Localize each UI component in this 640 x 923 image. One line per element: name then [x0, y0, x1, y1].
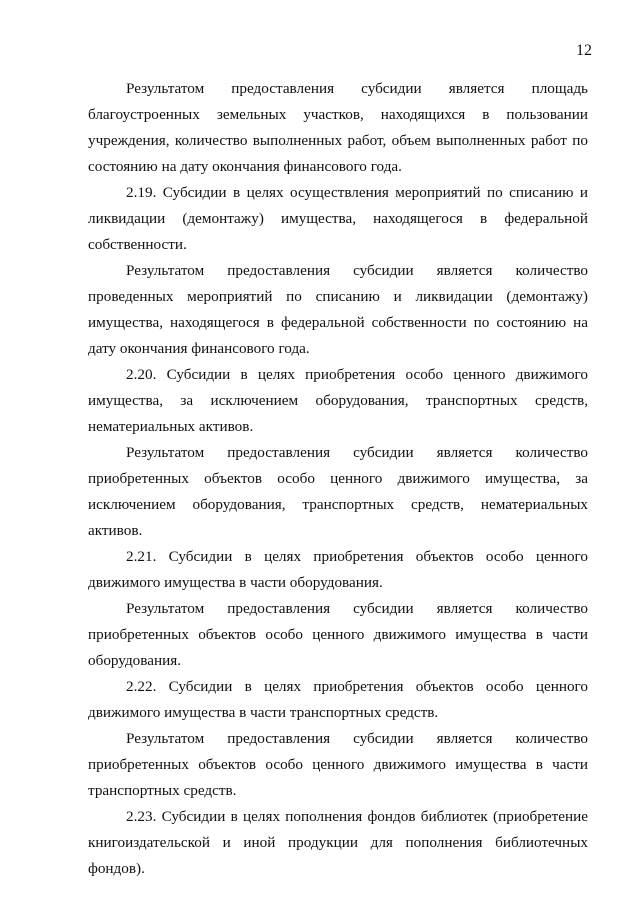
paragraph-2-20: 2.20. Субсидии в целях приобретения особо ценного движимого имущества, за исключением оборудования, транспортных средств, нематериальных активов. — [88, 366, 588, 435]
page-number: 12 — [576, 42, 592, 59]
paragraph-result-2-20: Результатом предоставления субсидии является количество приобретенных объектов особо ценного движимого имущества, за исключением оборудования, транспортных средств, нематериальных активов. — [88, 444, 588, 539]
paragraph-2-23: 2.23. Субсидии в целях пополнения фондов библиотек (приобретение книгоиздательской и иной продукции для пополнения библиотечных фондов). — [88, 808, 588, 877]
paragraph-2-21: 2.21. Субсидии в целях приобретения объектов особо ценного движимого имущества в части оборудования. — [88, 548, 588, 591]
paragraph-result-land: Результатом предоставления субсидии является площадь благоустроенных земельных участков, находящихся в пользовании учреждения, количество выполненных работ, объем выполненных работ по состоянию на дату окончания финансового года. — [88, 80, 588, 175]
paragraph-2-22: 2.22. Субсидии в целях приобретения объектов особо ценного движимого имущества в части транспортных средств. — [88, 678, 588, 721]
paragraph-result-2-19: Результатом предоставления субсидии является количество проведенных мероприятий по списанию и ликвидации (демонтажу) имущества, находящегося в федеральной собственности по состоянию на дату окончания финансового года. — [88, 262, 588, 357]
paragraph-result-2-22: Результатом предоставления субсидии является количество приобретенных объектов особо ценного движимого имущества в части транспортных средств. — [88, 730, 588, 799]
paragraph-2-19: 2.19. Субсидии в целях осуществления мероприятий по списанию и ликвидации (демонтажу) имущества, находящегося в федеральной собственности. — [88, 184, 588, 253]
document-body — [88, 76, 588, 882]
paragraph-result-2-21: Результатом предоставления субсидии является количество приобретенных объектов особо ценного движимого имущества в части оборудования. — [88, 600, 588, 669]
